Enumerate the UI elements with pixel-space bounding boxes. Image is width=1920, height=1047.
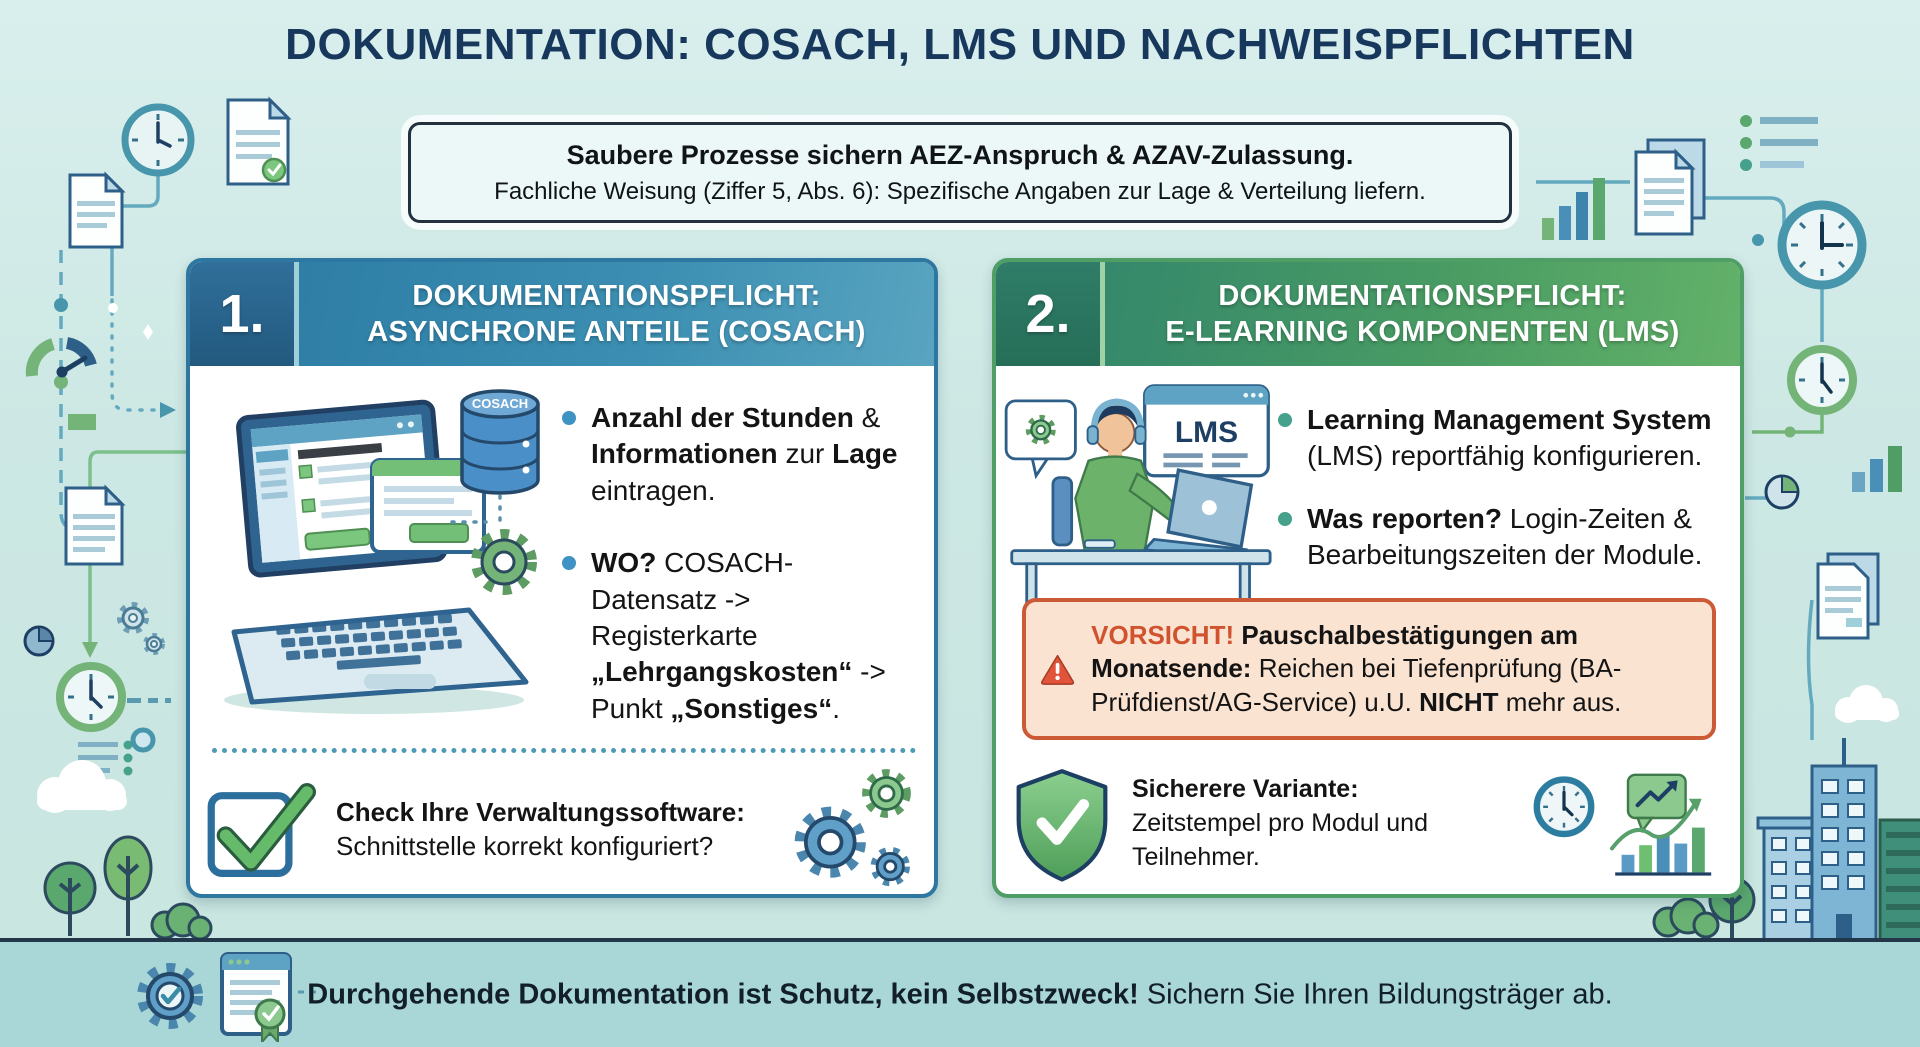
bar-chart-icon — [1852, 446, 1902, 492]
list-item — [562, 400, 906, 509]
speech-bubble-icon — [1628, 775, 1686, 831]
card-lms — [992, 258, 1744, 898]
document-icon — [1818, 554, 1878, 638]
warning-box — [1022, 598, 1716, 740]
gears-icon — [774, 759, 924, 898]
card-title: DOKUMENTATIONSPFLICHT: ASYNCHRONE ANTEILE (COSACH) — [299, 262, 934, 366]
footer-band — [0, 938, 1920, 1047]
building-icon — [1758, 738, 1920, 940]
pie-chart-icon — [25, 627, 53, 655]
bullet-text: Was reporten? Login-Zeiten & Bearbeitungszeiten der Module. — [1307, 502, 1703, 571]
bullet-text: Learning Management System (LMS) reportfähig konfigurieren. — [1307, 404, 1712, 472]
card-lms-header — [996, 262, 1740, 366]
document-icon — [66, 488, 122, 564]
clock-icon — [1782, 205, 1862, 285]
sparkle — [143, 324, 153, 340]
speech-bubble-icon — [1006, 401, 1075, 476]
intro-line-2: Fachliche Weisung (Ziffer 5, Abs. 6): Spezifische Angaben zur Lage & Verteilung liefern. — [494, 177, 1426, 205]
card-title: DOKUMENTATIONSPFLICHT: E-LEARNING KOMPONENTEN (LMS) — [1105, 262, 1740, 366]
laptop-cosach-illustration — [204, 382, 559, 717]
footer-text: Durchgehende Dokumentation ist Schutz, kein Selbstzweck! Sichern Sie Ihren Bildungsträger ab. — [307, 978, 1613, 1010]
desk — [1012, 540, 1270, 603]
document-icon — [1636, 140, 1704, 234]
database-label: COSACH — [471, 396, 529, 411]
time-report-icons — [1532, 770, 1732, 878]
safe-variant-text: Sicherere Variante: Zeitstempel pro Modul und Teilnehmer. — [1132, 775, 1428, 871]
list-icon — [1740, 115, 1818, 171]
database-icon — [462, 391, 538, 493]
checkbox-check-icon — [204, 774, 316, 886]
card-cosach-header — [190, 262, 934, 366]
check-row — [204, 764, 924, 896]
sparkle — [108, 303, 118, 313]
warning-triangle-icon — [1040, 628, 1075, 711]
laptop-base — [234, 610, 526, 702]
dotted-divider — [212, 748, 916, 753]
cloud-icon — [1835, 685, 1899, 723]
bullet-text: WO? COSACH-Datensatz -> Registerkarte „Lehrgangskosten“ -> Punkt „Sonstiges“. — [591, 547, 886, 724]
cosach-bullet-list — [562, 400, 906, 763]
bullet-text: Anzahl der Stunden & Informationen zur Lage eintragen. — [591, 402, 898, 506]
document-icon — [70, 175, 122, 247]
bullet-dot — [562, 411, 576, 425]
bar-chart-icon — [1542, 178, 1605, 240]
laptop-icon — [1145, 470, 1252, 560]
pie-chart-icon — [1766, 476, 1798, 508]
cloud-icon — [37, 760, 127, 813]
intro-box — [408, 122, 1512, 223]
shield-check-icon — [1012, 766, 1112, 883]
gears-icon — [146, 636, 162, 652]
card-lms-body — [996, 366, 1740, 894]
dot — [54, 298, 68, 312]
intro-line-1: Saubere Prozesse sichern AEZ-Anspruch & AZAV-Zulassung. — [566, 139, 1354, 170]
lms-label: LMS — [1174, 416, 1239, 450]
dot — [1785, 427, 1796, 438]
gears-icon — [121, 606, 145, 630]
safe-variant-row — [1012, 754, 1732, 894]
card-cosach — [186, 258, 938, 898]
tree-icon — [105, 837, 151, 936]
clock-icon — [60, 666, 122, 728]
arrow-down-icon — [82, 642, 98, 658]
bullet-dot — [1278, 512, 1292, 526]
target-icon — [133, 730, 153, 750]
dashes — [127, 698, 171, 703]
card-number: 2. — [996, 262, 1105, 366]
clock-icon — [125, 107, 191, 173]
arrow-right-icon — [160, 402, 176, 418]
warning-text: VORSICHT! Pauschalbestätigungen am Monatsende: Reichen bei Tiefenprüfung (BA-Prüfdienst/AG-Service) u.U. NICHT mehr aus. — [1091, 620, 1622, 717]
card-cosach-body — [190, 366, 934, 894]
green-block — [68, 414, 96, 430]
tree-icon — [45, 863, 95, 936]
list-item — [1278, 402, 1730, 475]
lms-bullet-list — [1278, 402, 1730, 600]
document-icon — [228, 100, 288, 184]
clock-icon — [1791, 349, 1853, 411]
page-title: DOKUMENTATION: COSACH, LMS UND NACHWEISPFLICHTEN — [285, 20, 1635, 69]
clock-icon — [1537, 780, 1591, 834]
bullet-dot — [562, 556, 576, 570]
list-item — [562, 545, 906, 727]
check-text: Check Ihre Verwaltungssoftware: Schnittstelle korrekt konfiguriert? — [336, 797, 745, 861]
bush-icon — [152, 904, 211, 939]
card-number: 1. — [190, 262, 299, 366]
person-headset-illustration — [1004, 384, 1276, 604]
list-item — [1278, 501, 1730, 574]
bullet-dot — [1278, 413, 1292, 427]
bush-icon — [1654, 899, 1718, 937]
dot — [1752, 234, 1764, 246]
